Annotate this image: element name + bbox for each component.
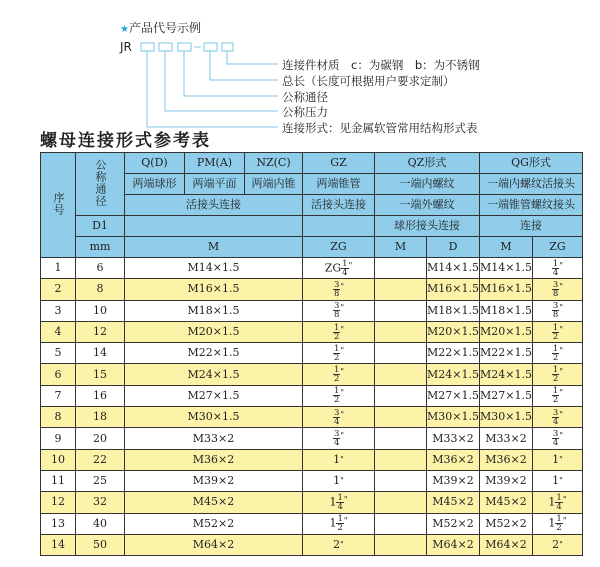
cell-qg-m: M30×1.5	[480, 407, 533, 428]
header-pm: PM(A)	[185, 153, 245, 174]
cell-qz-m	[375, 343, 427, 364]
label-connection-form: 连接形式：见金属软管常用结构形式表	[282, 121, 478, 135]
cell-qg-m: M39×2	[480, 470, 533, 491]
cell-qz-m	[375, 321, 427, 342]
cell-qz-d: M18×1.5	[427, 300, 480, 321]
cell-qg-m: M36×2	[480, 449, 533, 470]
zg-fraction: $\frac{1}{2}$	[333, 386, 340, 406]
cell-no: 6	[41, 364, 76, 385]
header-qz-desc3: 球形接头连接	[375, 216, 480, 237]
zg-fraction: $\frac{3}{8}$	[333, 301, 340, 321]
header-union: 活接头连接	[125, 195, 303, 216]
cell-no: 11	[41, 470, 76, 491]
zg-fraction: $\frac{3}{4}$	[333, 429, 340, 449]
cell-qz-d: M22×1.5	[427, 343, 480, 364]
header-qz-desc: 一端内螺纹	[375, 174, 480, 195]
table-row	[41, 492, 583, 513]
zg-fraction: $\frac{3}{8}$	[552, 279, 559, 299]
cell-qg-zg: $\frac{3}{8}$ "	[532, 300, 582, 321]
cell-qg-zg: $\frac{1}{2}$ "	[532, 343, 582, 364]
header-dn: 公称通径	[76, 153, 125, 216]
label-material: 连接件材质 c：为碳钢 b：为不锈钢	[282, 58, 480, 72]
cell-m: M24×1.5	[125, 364, 303, 385]
cell-qg-m: M24×1.5	[480, 364, 533, 385]
table-row	[41, 385, 583, 406]
header-gz: GZ	[303, 153, 375, 174]
cell-dn: 6	[76, 258, 125, 279]
cell-m: M16×1.5	[125, 279, 303, 300]
table-row	[41, 300, 583, 321]
cell-no: 9	[41, 428, 76, 449]
cell-qz-m	[375, 364, 427, 385]
cell-zg: $\frac{1}{2}$ "	[303, 364, 375, 385]
zg-whole: 1	[333, 452, 341, 466]
cell-m: M33×2	[125, 428, 303, 449]
header-d1: D1	[76, 216, 125, 237]
cell-no: 13	[41, 513, 76, 534]
cell-qz-m	[375, 258, 427, 279]
header-pm-desc: 两端平面	[185, 174, 245, 195]
zg-whole: 1	[552, 474, 560, 488]
code-box	[222, 43, 233, 51]
cell-qg-m: M45×2	[480, 492, 533, 513]
cell-no: 12	[41, 492, 76, 513]
code-box	[159, 43, 172, 51]
cell-qz-m	[375, 534, 427, 555]
cell-m: M52×2	[125, 513, 303, 534]
cell-zg: 1 $\frac{1}{4}$ "	[303, 492, 375, 513]
cell-m: M36×2	[125, 449, 303, 470]
cell-qg-m: M52×2	[480, 513, 533, 534]
cell-dn: 22	[76, 449, 125, 470]
cell-no: 4	[41, 321, 76, 342]
cell-zg: $\frac{3}{4}$ "	[303, 428, 375, 449]
cell-dn: 18	[76, 407, 125, 428]
zg-whole: 1	[548, 495, 556, 509]
cell-qz-d: M33×2	[427, 428, 480, 449]
cell-qg-zg: 1 $\frac{1}{2}$ "	[532, 513, 582, 534]
zg-fraction: $\frac{1}{2}$	[333, 343, 340, 363]
cell-dn: 16	[76, 385, 125, 406]
code-box	[178, 43, 191, 51]
zg-fraction: $\frac{1}{2}$	[333, 322, 340, 342]
cell-qz-m	[375, 513, 427, 534]
cell-qg-zg: $\frac{1}{2}$ "	[532, 321, 582, 342]
cell-qz-d: M30×1.5	[427, 407, 480, 428]
header-gz-desc: 两端锥管	[303, 174, 375, 195]
cell-qg-zg: $\frac{1}{2}$ "	[532, 385, 582, 406]
cell-qz-m	[375, 428, 427, 449]
label-nominal-pressure: 公称压力	[282, 105, 328, 119]
header-qg-desc2: 一端锥管螺纹接头	[480, 195, 583, 216]
header-qd-desc: 两端球形	[125, 174, 185, 195]
header-zg: ZG	[303, 237, 375, 258]
cell-dn: 12	[76, 321, 125, 342]
cell-qg-m: M33×2	[480, 428, 533, 449]
table-row	[41, 534, 583, 555]
table-row	[41, 364, 583, 385]
cell-dn: 40	[76, 513, 125, 534]
table-row	[41, 407, 583, 428]
cell-no: 10	[41, 449, 76, 470]
cell-qz-d: M64×2	[427, 534, 480, 555]
cell-qg-m: M22×1.5	[480, 343, 533, 364]
cell-qz-d: M52×2	[427, 513, 480, 534]
cell-no: 2	[41, 279, 76, 300]
cell-qz-m	[375, 300, 427, 321]
zg-fraction: $\frac{1}{4}$	[552, 258, 559, 278]
cell-qz-d: M45×2	[427, 492, 480, 513]
zg-fraction: $\frac{1}{2}$	[552, 322, 559, 342]
zg-whole: 1	[333, 474, 341, 488]
cell-zg: 2"	[303, 534, 375, 555]
cell-no: 7	[41, 385, 76, 406]
cell-m: M30×1.5	[125, 407, 303, 428]
cell-dn: 25	[76, 470, 125, 491]
cell-dn: 14	[76, 343, 125, 364]
cell-dn: 10	[76, 300, 125, 321]
cell-qg-zg: 2"	[532, 534, 582, 555]
table-row	[41, 513, 583, 534]
cell-no: 1	[41, 258, 76, 279]
star-icon: ★	[120, 24, 129, 35]
header-qz-d: D	[427, 237, 480, 258]
zg-fraction: $\frac{1}{4}$	[556, 492, 562, 512]
cell-qz-m	[375, 492, 427, 513]
zg-prefix: ZG	[324, 261, 342, 275]
cell-m: M22×1.5	[125, 343, 303, 364]
cell-qz-m	[375, 449, 427, 470]
cell-qg-zg: $\frac{1}{2}$ "	[532, 364, 582, 385]
header-qz-m: M	[375, 237, 427, 258]
zg-whole: 1	[329, 495, 337, 509]
header-qd: Q(D)	[125, 153, 185, 174]
cell-no: 3	[41, 300, 76, 321]
cell-zg: $\frac{3}{4}$ "	[303, 407, 375, 428]
header-nz: NZ(C)	[245, 153, 303, 174]
cell-no: 14	[41, 534, 76, 555]
zg-whole: 2	[552, 538, 560, 551]
cell-no: 8	[41, 407, 76, 428]
cell-qz-d: M24×1.5	[427, 364, 480, 385]
label-length: 总长（长度可根据用户要求定制）	[282, 74, 455, 88]
nut-connection-table	[40, 152, 583, 556]
cell-dn: 50	[76, 534, 125, 555]
cell-zg: $\frac{3}{8}$ "	[303, 300, 375, 321]
cell-qz-m	[375, 470, 427, 491]
table-row	[41, 258, 583, 279]
cell-no: 5	[41, 343, 76, 364]
header-unit: mm	[76, 237, 125, 258]
cell-qg-zg: $\frac{3}{4}$ "	[532, 428, 582, 449]
code-box	[141, 43, 154, 51]
zg-whole: 1	[552, 452, 560, 466]
zg-fraction: $\frac{1}{2}$	[556, 514, 562, 534]
cell-zg: 1 $\frac{1}{2}$ "	[303, 513, 375, 534]
zg-whole: 2	[333, 538, 341, 551]
zg-fraction: $\frac{3}{4}$	[333, 407, 340, 427]
header-gz-union: 活接头连接	[303, 195, 375, 216]
cell-qg-m: M18×1.5	[480, 300, 533, 321]
cell-zg: $\frac{3}{8}$ "	[303, 279, 375, 300]
header-seq: 序号	[41, 153, 76, 258]
table-row	[41, 321, 583, 342]
zg-fraction: $\frac{1}{2}$	[552, 343, 559, 363]
header-qg: QG形式	[480, 153, 583, 174]
cell-qz-m	[375, 385, 427, 406]
zg-whole: 1	[329, 516, 337, 530]
table-title: 螺母连接形式参考表	[40, 131, 211, 151]
cell-m: M18×1.5	[125, 300, 303, 321]
cell-m: M27×1.5	[125, 385, 303, 406]
cell-dn: 20	[76, 428, 125, 449]
cell-m: M45×2	[125, 492, 303, 513]
cell-m: M64×2	[125, 534, 303, 555]
cell-zg: ZG $\frac{1}{4}$ "	[303, 258, 375, 279]
table-row	[41, 279, 583, 300]
header-qg-desc3: 连接	[480, 216, 583, 237]
cell-qg-zg: 1"	[532, 470, 582, 491]
cell-qz-d: M36×2	[427, 449, 480, 470]
cell-qg-zg: $\frac{1}{4}$ "	[532, 258, 582, 279]
table-row	[41, 449, 583, 470]
zg-fraction: $\frac{1}{4}$	[337, 492, 343, 512]
cell-zg: $\frac{1}{2}$ "	[303, 321, 375, 342]
cell-qz-d: M39×2	[427, 470, 480, 491]
cell-qg-zg: $\frac{3}{8}$ "	[532, 279, 582, 300]
zg-fraction: $\frac{1}{2}$	[333, 365, 340, 385]
header-qg-m: M	[480, 237, 533, 258]
cell-zg: $\frac{1}{2}$ "	[303, 385, 375, 406]
header-blank	[303, 216, 375, 237]
zg-fraction: $\frac{3}{8}$	[333, 279, 340, 299]
cell-dn: 15	[76, 364, 125, 385]
cell-m: M39×2	[125, 470, 303, 491]
table-row	[41, 343, 583, 364]
zg-fraction: $\frac{1}{2}$	[552, 365, 559, 385]
cell-qg-m: M27×1.5	[480, 385, 533, 406]
header-nz-desc: 两端内锥	[245, 174, 303, 195]
header-qg-desc: 一端内螺纹活接头	[480, 174, 583, 195]
cell-qz-d: M14×1.5	[427, 258, 480, 279]
header-qz-desc2: 一端外螺纹	[375, 195, 480, 216]
cell-qg-zg: 1 $\frac{1}{4}$ "	[532, 492, 582, 513]
cell-qg-zg: 1"	[532, 449, 582, 470]
cell-qz-d: M16×1.5	[427, 279, 480, 300]
cell-qz-m	[375, 407, 427, 428]
cell-m: M20×1.5	[125, 321, 303, 342]
cell-qg-zg: $\frac{3}{4}$ "	[532, 407, 582, 428]
zg-fraction: $\frac{1}{4}$	[342, 258, 348, 278]
header-m: M	[125, 237, 303, 258]
zg-fraction: $\frac{3}{8}$	[552, 301, 559, 321]
table-row	[41, 428, 583, 449]
cell-m: M14×1.5	[125, 258, 303, 279]
code-box	[204, 43, 217, 51]
cell-zg: $\frac{1}{2}$ "	[303, 343, 375, 364]
zg-fraction: $\frac{1}{2}$	[337, 514, 343, 534]
code-example-title-text: 产品代号示例	[128, 21, 201, 35]
label-nominal-diameter: 公称通径	[282, 90, 328, 104]
cell-dn: 32	[76, 492, 125, 513]
table-row	[41, 470, 583, 491]
header-blank	[125, 216, 303, 237]
cell-zg: 1"	[303, 449, 375, 470]
header-qz: QZ形式	[375, 153, 480, 174]
code-prefix: JR	[120, 40, 132, 54]
cell-dn: 8	[76, 279, 125, 300]
header-qg-zg: ZG	[532, 237, 582, 258]
zg-fraction: $\frac{3}{4}$	[552, 407, 559, 427]
cell-qz-m	[375, 279, 427, 300]
cell-qg-m: M14×1.5	[480, 258, 533, 279]
cell-qz-d: M20×1.5	[427, 321, 480, 342]
zg-fraction: $\frac{1}{2}$	[552, 386, 559, 406]
cell-qz-d: M27×1.5	[427, 385, 480, 406]
cell-zg: 1"	[303, 470, 375, 491]
zg-fraction: $\frac{3}{4}$	[552, 429, 559, 449]
cell-qg-m: M20×1.5	[480, 321, 533, 342]
cell-qg-m: M16×1.5	[480, 279, 533, 300]
cell-qg-m: M64×2	[480, 534, 533, 555]
zg-whole: 1	[548, 516, 556, 530]
